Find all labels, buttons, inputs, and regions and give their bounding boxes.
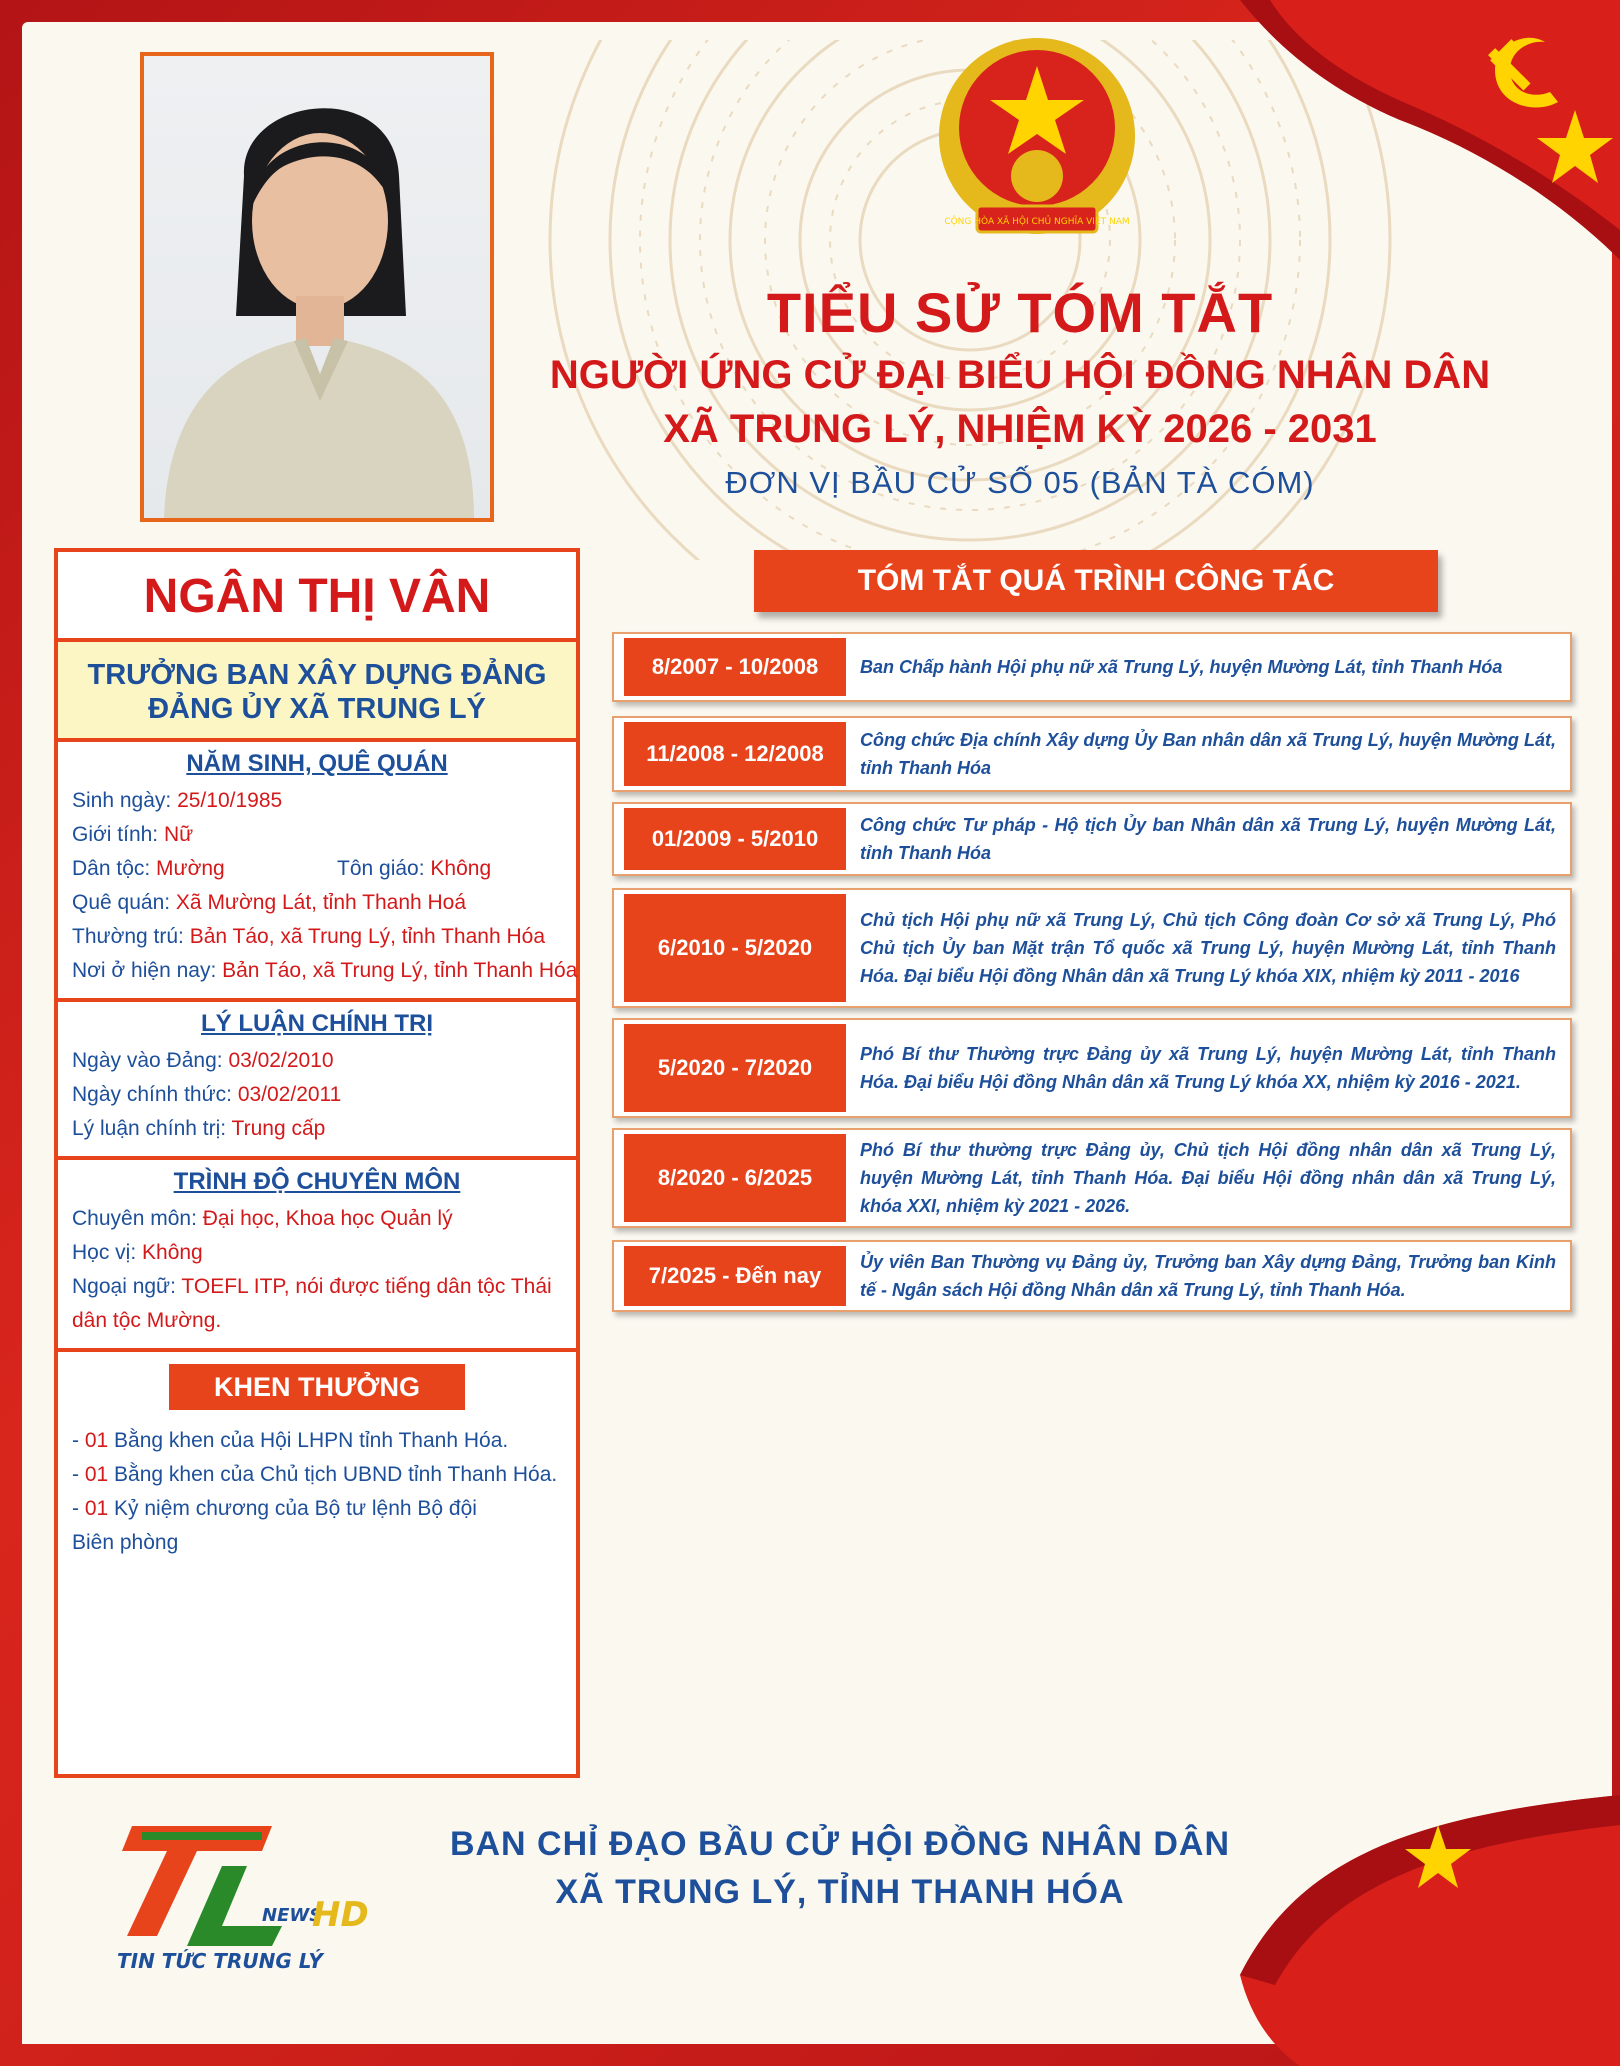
birth-section	[58, 742, 576, 1002]
work-entry-text: Công chức Địa chính Xây dựng Ủy Ban nhân dân xã Trung Lý, huyện Mường Lát, tỉnh Thanh Hóa	[860, 730, 1556, 778]
work-entry-date: 6/2010 - 5/2020	[624, 894, 846, 1002]
award-item	[58, 1424, 576, 1458]
residence-label: Thường trú:	[72, 925, 190, 948]
position-line-2: ĐẢNG ỦY XÃ TRUNG LÝ	[148, 693, 486, 725]
party-flag-corner	[1180, 0, 1620, 260]
work-history-heading: TÓM TẮT QUÁ TRÌNH CÔNG TÁC	[754, 550, 1438, 612]
residence-value: Bản Táo, xã Trung Lý, tỉnh Thanh Hóa	[189, 925, 546, 948]
politics-section	[58, 1002, 576, 1160]
logo-hd: HD	[312, 1895, 369, 1935]
join-label: Ngày vào Đảng:	[72, 1049, 229, 1072]
dob-value: 25/10/1985	[177, 789, 283, 812]
current-address-row	[72, 954, 578, 988]
ethnic-label: Dân tộc:	[72, 857, 157, 880]
work-entry-date: 7/2025 - Đến nay	[624, 1246, 846, 1306]
award-count: 01	[84, 1497, 109, 1520]
award-count: 01	[84, 1429, 109, 1452]
join-value: 03/02/2010	[228, 1049, 334, 1072]
degree-label: Học vị:	[72, 1241, 143, 1264]
language-label: Ngoại ngữ:	[72, 1275, 182, 1298]
religion-label: Tôn giáo:	[337, 857, 431, 880]
language-value: TOEFL ITP, nói được tiếng dân tộc Thái dân tộc Mường.	[72, 1275, 552, 1332]
awards-heading: KHEN THƯỞNG	[169, 1364, 465, 1410]
religion-value: Không	[430, 857, 492, 880]
work-entry	[612, 888, 1572, 1008]
award-dash: -	[72, 1463, 85, 1486]
footer-line-2: XÃ TRUNG LÝ, TỈNH THANH HÓA	[555, 1873, 1125, 1911]
awards-section	[58, 1364, 576, 1560]
work-entry	[612, 632, 1572, 702]
award-count: 01	[84, 1463, 109, 1486]
award-item	[58, 1458, 576, 1492]
theory-value: Trung cấp	[231, 1117, 326, 1140]
ethnic-value: Mường	[156, 857, 225, 880]
expertise-heading: TRÌNH ĐỘ CHUYÊN MÔN	[173, 1168, 461, 1195]
document-title: TIỂU SỬ TÓM TẮT	[766, 281, 1274, 344]
work-entry-text: Chủ tịch Hội phụ nữ xã Trung Lý, Chủ tịch Công đoàn Cơ sở xã Trung Lý, Phó Chủ tịch Ủy ban Mặt trận Tổ quốc xã Trung Lý, huyện Mường Lát, tỉnh Thanh Hóa. Đại biểu Hội đồng Nhân dân xã Trung Lý khóa XIX, nhiệm kỳ 2011 - 2016	[860, 910, 1556, 986]
subtitle-line-1: NGƯỜI ỨNG CỬ ĐẠI BIỂU HỘI ĐỒNG NHÂN DÂN	[549, 353, 1491, 397]
subtitle-line-2: XÃ TRUNG LÝ, NHIỆM KỲ 2026 - 2031	[663, 407, 1377, 451]
politics-heading: LÝ LUẬN CHÍNH TRỊ	[201, 1010, 433, 1037]
award-text: Bằng khen của Hội LHPN tỉnh Thanh Hóa.	[108, 1429, 509, 1452]
degree-row	[72, 1236, 562, 1270]
work-entry-date: 5/2020 - 7/2020	[624, 1024, 846, 1112]
candidate-name: NGÂN THỊ VÂN	[58, 552, 576, 642]
major-label: Chuyên môn:	[72, 1207, 203, 1230]
award-text: Kỷ niệm chương của Bộ tư lệnh Bộ đội Biên phòng	[72, 1497, 477, 1554]
current-address-value: Bản Táo, xã Trung Lý, tỉnh Thanh Hóa	[222, 959, 578, 982]
hometown-label: Quê quán:	[72, 891, 176, 914]
work-entry-text: Phó Bí thư Thường trực Đảng ủy xã Trung Lý, huyện Mường Lát, tỉnh Thanh Hóa. Đại biểu Hội đồng Nhân dân xã Trung Lý khóa XX, nhiệm kỳ 2016 - 2021.	[860, 1044, 1556, 1092]
portrait-photo	[140, 52, 494, 522]
logo-text: TIN TỨC TRUNG LÝ	[117, 1949, 323, 1973]
work-entry	[612, 1128, 1572, 1228]
profile-panel	[54, 548, 580, 1778]
award-dash: -	[72, 1497, 85, 1520]
official-label: Ngày chính thức:	[72, 1083, 238, 1106]
birth-heading: NĂM SINH, QUÊ QUÁN	[186, 750, 448, 777]
official-value: 03/02/2011	[237, 1083, 342, 1106]
work-entry	[612, 802, 1572, 876]
work-entry	[612, 1018, 1572, 1118]
hometown-row	[72, 886, 562, 920]
gender-row	[72, 818, 562, 852]
work-entry	[612, 716, 1572, 792]
national-emblem-icon	[932, 38, 1142, 253]
work-entry-date: 8/2007 - 10/2008	[624, 638, 846, 696]
work-entry-text: Công chức Tư pháp - Hộ tịch Ủy ban Nhân dân xã Trung Lý, huyện Mường Lát, tỉnh Thanh Hóa	[860, 815, 1556, 863]
award-item	[58, 1492, 498, 1560]
award-text: Bằng khen của Chủ tịch UBND tỉnh Thanh Hóa.	[108, 1463, 558, 1486]
theory-label: Lý luận chính trị:	[72, 1117, 232, 1140]
candidate-position	[58, 642, 576, 742]
award-dash: -	[72, 1429, 85, 1452]
footer-line-1: BAN CHỈ ĐẠO BẦU CỬ HỘI ĐỒNG NHÂN DÂN	[449, 1825, 1231, 1863]
gender-value: Nữ	[163, 823, 194, 846]
dob-label: Sinh ngày:	[72, 789, 178, 812]
work-entry	[612, 1240, 1572, 1312]
electoral-unit: ĐƠN VỊ BẦU CỬ SỐ 05 (BẢN TÀ CÓM)	[725, 465, 1315, 500]
work-entry-date: 11/2008 - 12/2008	[624, 722, 846, 786]
expertise-section	[58, 1160, 576, 1352]
emblem-text: CỘNG HÒA XÃ HỘI CHỦ NGHĨA VIỆT NAM	[944, 217, 1130, 227]
position-line-1: TRƯỞNG BAN XÂY DỰNG ĐẢNG	[87, 659, 547, 691]
footer-text	[420, 1820, 1260, 1916]
major-value: Đại học, Khoa học Quản lý	[202, 1207, 453, 1230]
gender-label: Giới tính:	[72, 823, 164, 846]
document-subtitle	[540, 348, 1500, 456]
hometown-value: Xã Mường Lát, tỉnh Thanh Hoá	[175, 891, 467, 914]
major-row	[72, 1202, 562, 1236]
language-row	[72, 1270, 562, 1338]
tin-tuc-trung-ly-logo	[112, 1816, 372, 1976]
work-entry-text: Ban Chấp hành Hội phụ nữ xã Trung Lý, huyện Mường Lát, tỉnh Thanh Hóa	[860, 657, 1503, 677]
logo-news: NEWS	[262, 1905, 323, 1926]
degree-value: Không	[142, 1241, 203, 1264]
official-row	[72, 1078, 562, 1112]
work-entry-text: Ủy viên Ban Thường vụ Đảng ủy, Trưởng ban Xây dựng Đảng, Trưởng ban Kinh tế - Ngân sách Hội đồng Nhân dân xã Trung Lý, tỉnh Thanh Hóa.	[860, 1252, 1556, 1300]
work-entry-date: 01/2009 - 5/2010	[624, 808, 846, 870]
person-portrait-icon	[144, 56, 490, 518]
residence-row	[72, 920, 562, 954]
work-entry-text: Phó Bí thư thường trực Đảng ủy, Chủ tịch Hội đồng nhân dân xã Trung Lý, huyện Mường Lát, tỉnh Thanh Hóa. Đại biểu Hội đồng nhân dân xã Trung Lý, khóa XXI, nhiệm kỳ 2021 - 2026.	[860, 1140, 1556, 1216]
theory-row	[72, 1112, 562, 1146]
work-entry-date: 8/2020 - 6/2025	[624, 1134, 846, 1222]
dob-row	[72, 784, 562, 818]
join-row	[72, 1044, 562, 1078]
current-address-label: Nơi ở hiện nay:	[72, 959, 223, 982]
ethnic-religion-row	[72, 852, 562, 886]
